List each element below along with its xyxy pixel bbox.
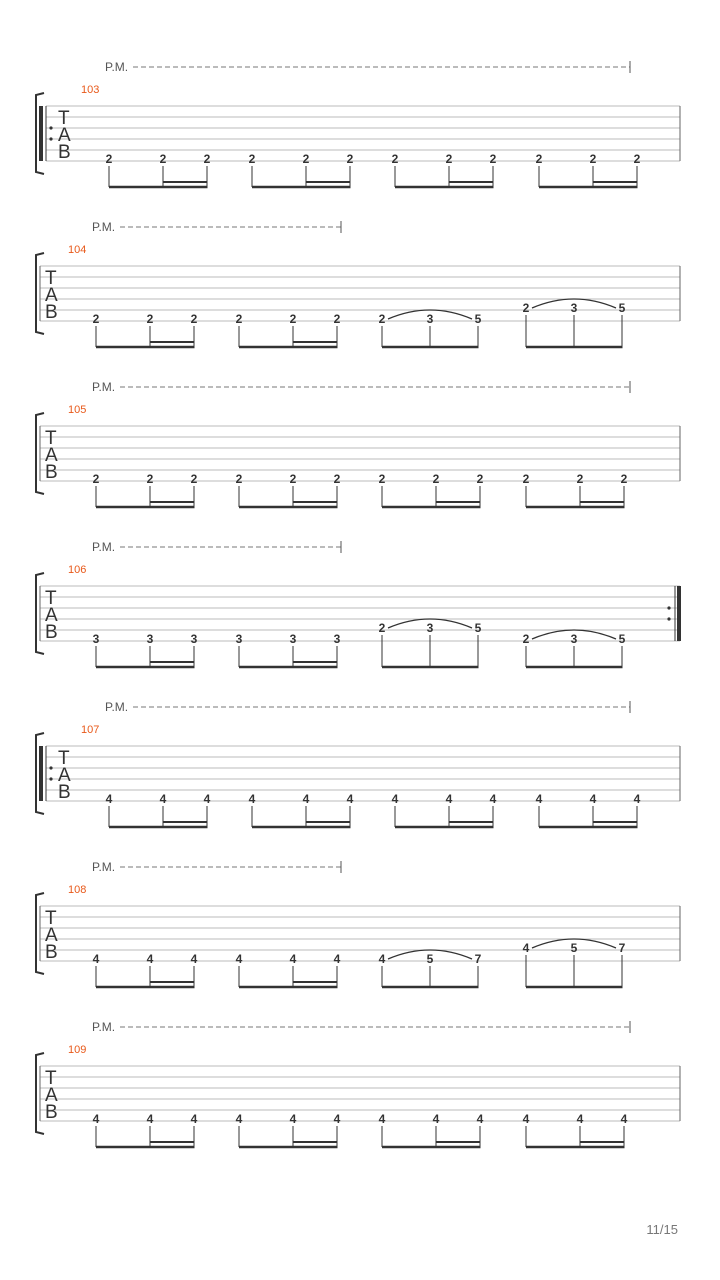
tab-clef-letter: T: [45, 908, 57, 929]
fret-number: 2: [378, 472, 386, 486]
palm-mute-label: P.M.: [92, 860, 116, 874]
fret-number: 4: [346, 792, 354, 806]
fret-number: 5: [618, 632, 626, 646]
fret-number: 4: [92, 1112, 100, 1126]
tab-clef-letter: B: [58, 782, 71, 803]
page-number: 11/15: [646, 1222, 678, 1237]
fret-number: 4: [333, 1112, 341, 1126]
fret-number: 2: [105, 152, 113, 166]
fret-number: 4: [159, 792, 167, 806]
tab-clef-letter: A: [45, 445, 58, 466]
measure-number: 103: [81, 84, 100, 96]
fret-number: 2: [378, 312, 386, 326]
measure-number: 104: [68, 244, 87, 256]
fret-number: 4: [248, 792, 256, 806]
fret-number: 2: [146, 312, 154, 326]
fret-number: 2: [159, 152, 167, 166]
fret-number: 2: [289, 312, 297, 326]
repeat-thick-bar: [39, 106, 43, 161]
fret-number: 4: [105, 792, 113, 806]
fret-number: 2: [146, 472, 154, 486]
fret-number: 4: [445, 792, 453, 806]
fret-number: 2: [92, 312, 100, 326]
fret-number: 2: [190, 312, 198, 326]
tab-clef-letter: T: [45, 1068, 57, 1089]
fret-number: 4: [476, 1112, 484, 1126]
fret-number: 3: [146, 632, 154, 646]
fret-number: 2: [235, 472, 243, 486]
fret-number: 4: [190, 952, 198, 966]
fret-number: 4: [235, 1112, 243, 1126]
tab-clef-letter: A: [45, 1085, 58, 1106]
tab-clef-letter: T: [58, 748, 70, 769]
fret-number: 4: [535, 792, 543, 806]
palm-mute-label: P.M.: [92, 1020, 116, 1034]
tab-clef-letter: B: [45, 302, 58, 323]
fret-number: 2: [522, 632, 530, 646]
fret-number: 2: [589, 152, 597, 166]
fret-number: 5: [570, 941, 578, 955]
fret-number: 4: [203, 792, 211, 806]
palm-mute-label: P.M.: [105, 700, 129, 714]
tab-clef-letter: A: [45, 605, 58, 626]
fret-number: 7: [474, 952, 482, 966]
fret-number: 2: [302, 152, 310, 166]
fret-number: 3: [289, 632, 297, 646]
repeat-thick-bar: [39, 746, 43, 801]
fret-number: 4: [432, 1112, 440, 1126]
tab-clef-letter: B: [45, 1102, 58, 1123]
fret-number: 4: [522, 1112, 530, 1126]
fret-number: 3: [426, 312, 434, 326]
tab-clef-letter: B: [58, 142, 71, 163]
fret-number: 3: [190, 632, 198, 646]
fret-number: 4: [576, 1112, 584, 1126]
tab-clef-letter: T: [58, 108, 70, 129]
fret-number: 2: [333, 472, 341, 486]
fret-number: 4: [289, 1112, 297, 1126]
repeat-dot: [49, 126, 52, 129]
tab-clef-letter: A: [58, 125, 71, 146]
repeat-dot: [49, 766, 52, 769]
fret-number: 4: [235, 952, 243, 966]
fret-number: 4: [489, 792, 497, 806]
repeat-dot: [667, 606, 670, 609]
fret-number: 2: [476, 472, 484, 486]
tab-clef-letter: T: [45, 268, 57, 289]
fret-number: 3: [92, 632, 100, 646]
fret-number: 2: [248, 152, 256, 166]
fret-number: 3: [570, 632, 578, 646]
fret-number: 2: [432, 472, 440, 486]
fret-number: 2: [445, 152, 453, 166]
fret-number: 5: [426, 952, 434, 966]
fret-number: 5: [474, 312, 482, 326]
fret-number: 2: [92, 472, 100, 486]
palm-mute-label: P.M.: [92, 380, 116, 394]
palm-mute-label: P.M.: [92, 220, 116, 234]
fret-number: 4: [633, 792, 641, 806]
measure-number: 106: [68, 564, 87, 576]
fret-number: 2: [489, 152, 497, 166]
fret-number: 2: [522, 472, 530, 486]
fret-number: 3: [426, 621, 434, 635]
fret-number: 3: [235, 632, 243, 646]
fret-number: 3: [333, 632, 341, 646]
measure-number: 107: [81, 724, 100, 736]
fret-number: 2: [346, 152, 354, 166]
fret-number: 4: [378, 1112, 386, 1126]
fret-number: 4: [146, 952, 154, 966]
tab-clef-letter: B: [45, 622, 58, 643]
measure-number: 108: [68, 884, 87, 896]
tab-clef-letter: A: [58, 765, 71, 786]
tab-clef-letter: A: [45, 925, 58, 946]
measure-number: 105: [68, 404, 87, 416]
fret-number: 2: [378, 621, 386, 635]
measure-number: 109: [68, 1044, 87, 1056]
tab-clef-letter: T: [45, 428, 57, 449]
fret-number: 4: [391, 792, 399, 806]
repeat-thick-bar: [677, 586, 681, 641]
fret-number: 5: [618, 301, 626, 315]
fret-number: 4: [302, 792, 310, 806]
fret-number: 4: [289, 952, 297, 966]
palm-mute-label: P.M.: [105, 60, 129, 74]
fret-number: 2: [391, 152, 399, 166]
fret-number: 2: [535, 152, 543, 166]
fret-number: 2: [522, 301, 530, 315]
fret-number: 5: [474, 621, 482, 635]
fret-number: 2: [633, 152, 641, 166]
fret-number: 4: [589, 792, 597, 806]
palm-mute-label: P.M.: [92, 540, 116, 554]
tab-clef-letter: A: [45, 285, 58, 306]
fret-number: 2: [190, 472, 198, 486]
fret-number: 2: [235, 312, 243, 326]
repeat-dot: [49, 137, 52, 140]
fret-number: 4: [620, 1112, 628, 1126]
fret-number: 7: [618, 941, 626, 955]
fret-number: 4: [522, 941, 530, 955]
fret-number: 2: [333, 312, 341, 326]
tab-clef-letter: B: [45, 462, 58, 483]
fret-number: 4: [190, 1112, 198, 1126]
fret-number: 2: [576, 472, 584, 486]
repeat-dot: [49, 777, 52, 780]
fret-number: 2: [289, 472, 297, 486]
tab-clef-letter: T: [45, 588, 57, 609]
fret-number: 4: [378, 952, 386, 966]
fret-number: 4: [146, 1112, 154, 1126]
fret-number: 4: [333, 952, 341, 966]
tab-clef-letter: B: [45, 942, 58, 963]
repeat-dot: [667, 617, 670, 620]
fret-number: 3: [570, 301, 578, 315]
fret-number: 2: [620, 472, 628, 486]
fret-number: 4: [92, 952, 100, 966]
fret-number: 2: [203, 152, 211, 166]
